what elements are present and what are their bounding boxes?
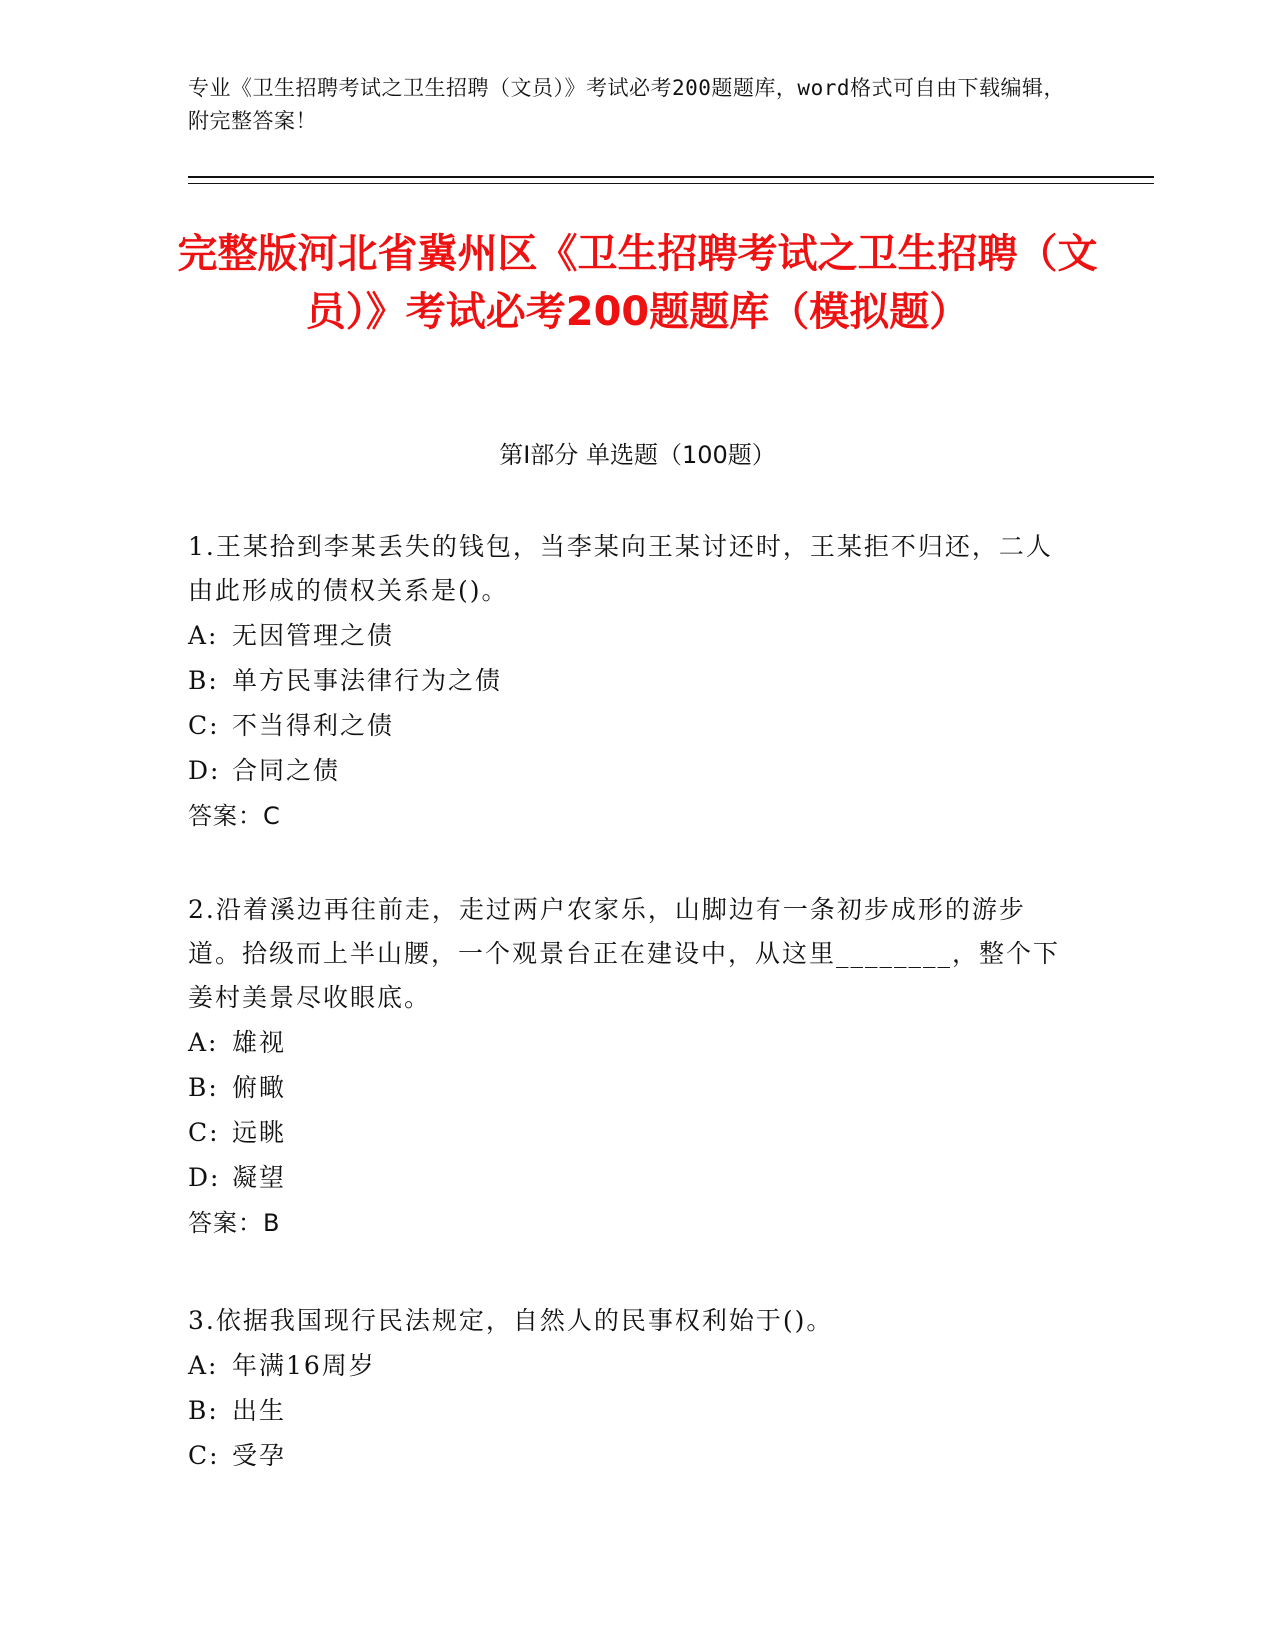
option-text: 雄视 [232, 1028, 287, 1057]
option-c [188, 1433, 1068, 1478]
option-key: D: [188, 1163, 221, 1192]
document-title: 完整版河北省冀州区《卫生招聘考试之卫生招聘（文员）》考试必考200题题库（模拟题） [177, 231, 1098, 335]
option-key: B: [188, 1073, 219, 1102]
option-text: 单方民事法律行为之债 [232, 666, 503, 695]
option-c [188, 703, 1068, 748]
option-c [188, 1110, 1068, 1155]
option-text: 远眺 [232, 1118, 287, 1147]
question-1 [188, 525, 1068, 839]
option-key: C: [188, 1118, 220, 1147]
question-2 [188, 888, 1068, 1246]
option-key: A: [188, 1028, 219, 1057]
header-divider-thick [188, 176, 1154, 178]
answer: 答案：C [188, 802, 281, 830]
option-b [188, 1065, 1068, 1110]
option-text: 年满16周岁 [232, 1351, 376, 1380]
option-key: A: [188, 621, 219, 650]
answer: 答案：B [188, 1209, 281, 1237]
question-stem: 3.依据我国现行民法规定，自然人的民事权利始于()。 [188, 1306, 834, 1335]
option-text: 无因管理之债 [232, 621, 395, 650]
option-a [188, 1343, 1068, 1388]
option-key: B: [188, 666, 219, 695]
option-key: C: [188, 711, 220, 740]
header-note: 专业《卫生招聘考试之卫生招聘（文员）》考试必考200题题库，word格式可自由下载编辑，附完整答案！ [188, 76, 1065, 133]
option-text: 凝望 [232, 1163, 287, 1192]
option-text: 合同之债 [232, 756, 341, 785]
option-key: B: [188, 1396, 219, 1425]
option-key: D: [188, 756, 221, 785]
option-text: 不当得利之债 [232, 711, 395, 740]
question-stem: 2.沿着溪边再往前走，走过两户农家乐，山脚边有一条初步成形的游步道。拾级而上半山腰，一个观景台正在建设中，从这里________，整个下姜村美景尽收眼底。 [188, 895, 1061, 1012]
section-title: 第Ⅰ部分 单选题（100题） [499, 441, 776, 469]
option-a [188, 613, 1068, 658]
option-b [188, 658, 1068, 703]
header-divider-thin [188, 183, 1154, 184]
option-a [188, 1020, 1068, 1065]
option-text: 俯瞰 [232, 1073, 287, 1102]
option-key: C: [188, 1441, 220, 1470]
option-text: 出生 [232, 1396, 287, 1425]
question-3 [188, 1299, 1068, 1478]
option-b [188, 1388, 1068, 1433]
option-d [188, 748, 1068, 793]
option-text: 受孕 [232, 1441, 287, 1470]
option-d [188, 1155, 1068, 1200]
option-key: A: [188, 1351, 219, 1380]
question-stem: 1.王某拾到李某丢失的钱包，当李某向王某讨还时，王某拒不归还，二人由此形成的债权关系是()。 [188, 532, 1053, 605]
